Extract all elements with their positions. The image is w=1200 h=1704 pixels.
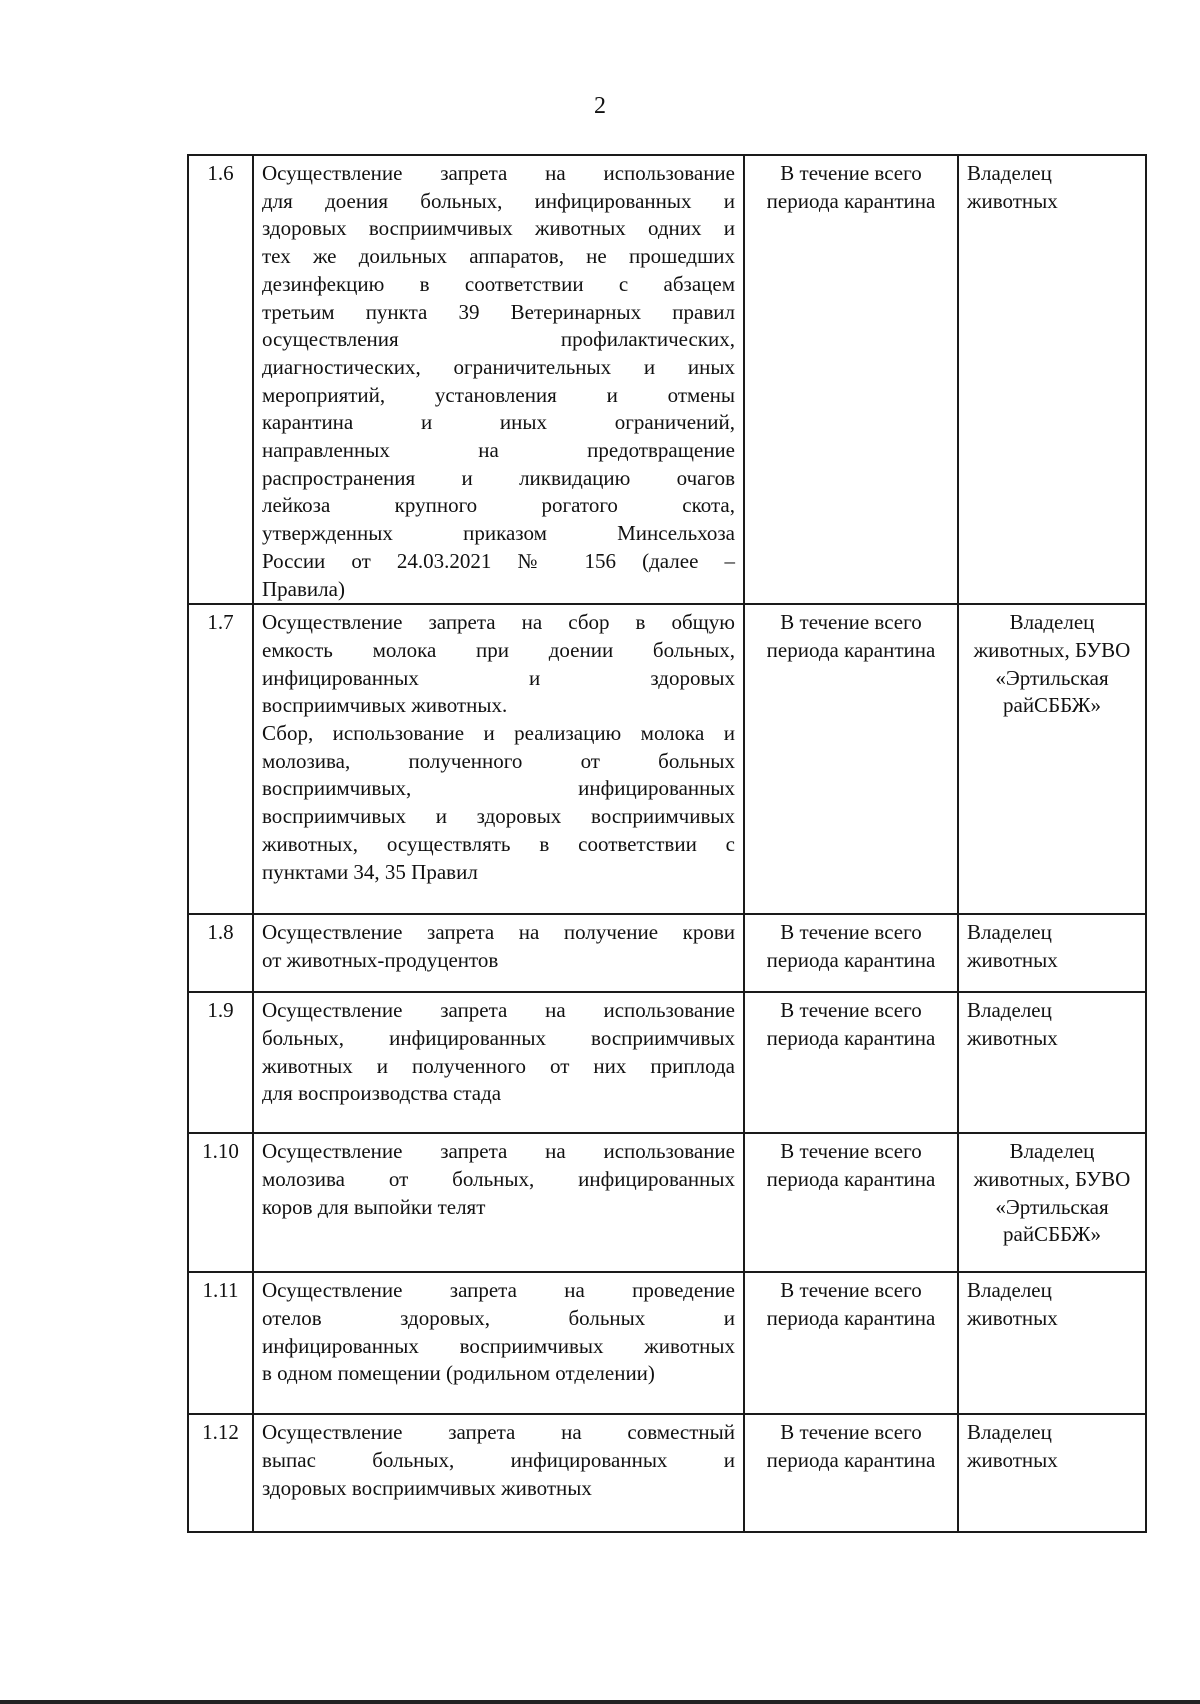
measure-description-cell [253,1272,744,1414]
description-line: здоровых восприимчивых животных одних и [262,216,735,241]
description-line: выпас больных, инфицированных и [262,1447,735,1472]
description-line: от животных-продуцентов [262,947,499,972]
table-row [188,1133,1146,1272]
term-cell: В течение всего периода карантина [744,1272,958,1414]
description-line: Осуществление запрета на совместный [262,1420,735,1445]
description-line: Осуществление запрета на использование [262,998,735,1023]
description-line: восприимчивых животных. [262,693,508,718]
description-line: России от 24.03.2021 № 156 (далее – [262,548,735,573]
description-line: лейкоза крупного рогатого скота, [262,493,735,518]
description-line: карантина и иных ограничений, [262,410,735,435]
row-number-cell: 1.9 [188,992,253,1133]
description-line: Правила) [262,576,345,601]
description-line: отелов здоровых, больных и [262,1305,735,1330]
page-number: 2 [594,93,606,119]
row-number-cell: 1.7 [188,604,253,914]
measures-table [187,154,1147,1533]
responsible-cell: Владелец животных [958,1414,1146,1532]
measure-description-cell [253,604,744,914]
description-line: здоровых восприимчивых животных [262,1475,592,1500]
measure-description-cell [253,1133,744,1272]
description-line: молозива от больных, инфицированных [262,1166,735,1191]
description-line: Осуществление запрета на использование [262,161,735,185]
row-number-cell: 1.12 [188,1414,253,1532]
description-line: Осуществление запрета на использование [262,1139,735,1164]
description-line: диагностических, ограничительных и иных [262,354,735,379]
description-line: восприимчивых, инфицированных [262,776,735,801]
table-row [188,914,1146,992]
responsible-cell: Владелец животных, БУВО «Эртильская райСББЖ» [958,604,1146,914]
term-cell: В течение всего периода карантина [744,992,958,1133]
description-line: Осуществление запрета на проведение [262,1278,735,1303]
description-line: Осуществление запрета на получение крови [262,920,735,945]
term-cell: В течение всего периода карантина [744,604,958,914]
responsible-cell: Владелец животных [958,914,1146,992]
row-number-cell: 1.6 [188,155,253,604]
description-line: направленных на предотвращение [262,438,735,463]
description-line: утвержденных приказом Минсельхоза [262,521,735,546]
row-number-cell: 1.10 [188,1133,253,1272]
table-row [188,992,1146,1133]
description-line: мероприятий, установления и отмены [262,382,735,407]
measure-description-cell [253,914,744,992]
description-line: Осуществление запрета на сбор в общую [262,610,735,635]
description-line: осуществления профилактических, [262,327,735,352]
description-line: в одном помещении (родильном отделении) [262,1361,655,1386]
measures-table-body [188,155,1146,1532]
table-row [188,604,1146,914]
row-number-cell: 1.8 [188,914,253,992]
responsible-cell: Владелец животных, БУВО «Эртильская райСББЖ» [958,1133,1146,1272]
description-line: Сбор, использование и реализацию молока и [262,721,735,746]
description-line: животных и полученного от них приплода [262,1053,735,1078]
responsible-cell: Владелец животных [958,155,1146,604]
term-cell: В течение всего периода карантина [744,1133,958,1272]
description-line: коров для выпойки телят [262,1194,486,1219]
table-row [188,1272,1146,1414]
description-line: восприимчивых и здоровых восприимчивых [262,804,735,829]
description-line: для доения больных, инфицированных и [262,188,735,213]
measure-description-cell [253,992,744,1133]
description-line: тех же доильных аппаратов, не прошедших [262,244,735,269]
responsible-cell: Владелец животных [958,1272,1146,1414]
table-row [188,1414,1146,1532]
scan-bottom-edge [0,1700,1200,1704]
responsible-cell: Владелец животных [958,992,1146,1133]
term-cell: В течение всего периода карантина [744,914,958,992]
description-line: инфицированных восприимчивых животных [262,1333,735,1358]
description-line: дезинфекцию в соответствии с абзацем [262,271,735,296]
description-line: третьим пункта 39 Ветеринарных правил [262,299,735,324]
row-number-cell: 1.11 [188,1272,253,1414]
measure-description-cell [253,1414,744,1532]
description-line: животных, осуществлять в соответствии с [262,831,735,856]
description-line: распространения и ликвидацию очагов [262,465,735,490]
description-line: емкость молока при доении больных, [262,637,735,662]
measure-description-cell [253,155,744,604]
description-line: больных, инфицированных восприимчивых [262,1025,735,1050]
description-line: молозива, полученного от больных [262,748,735,773]
term-cell: В течение всего периода карантина [744,155,958,604]
term-cell: В течение всего периода карантина [744,1414,958,1532]
description-line: инфицированных и здоровых [262,665,735,690]
table-row [188,155,1146,604]
description-line: для воспроизводства стада [262,1081,502,1106]
description-line: пунктами 34, 35 Правил [262,859,478,884]
